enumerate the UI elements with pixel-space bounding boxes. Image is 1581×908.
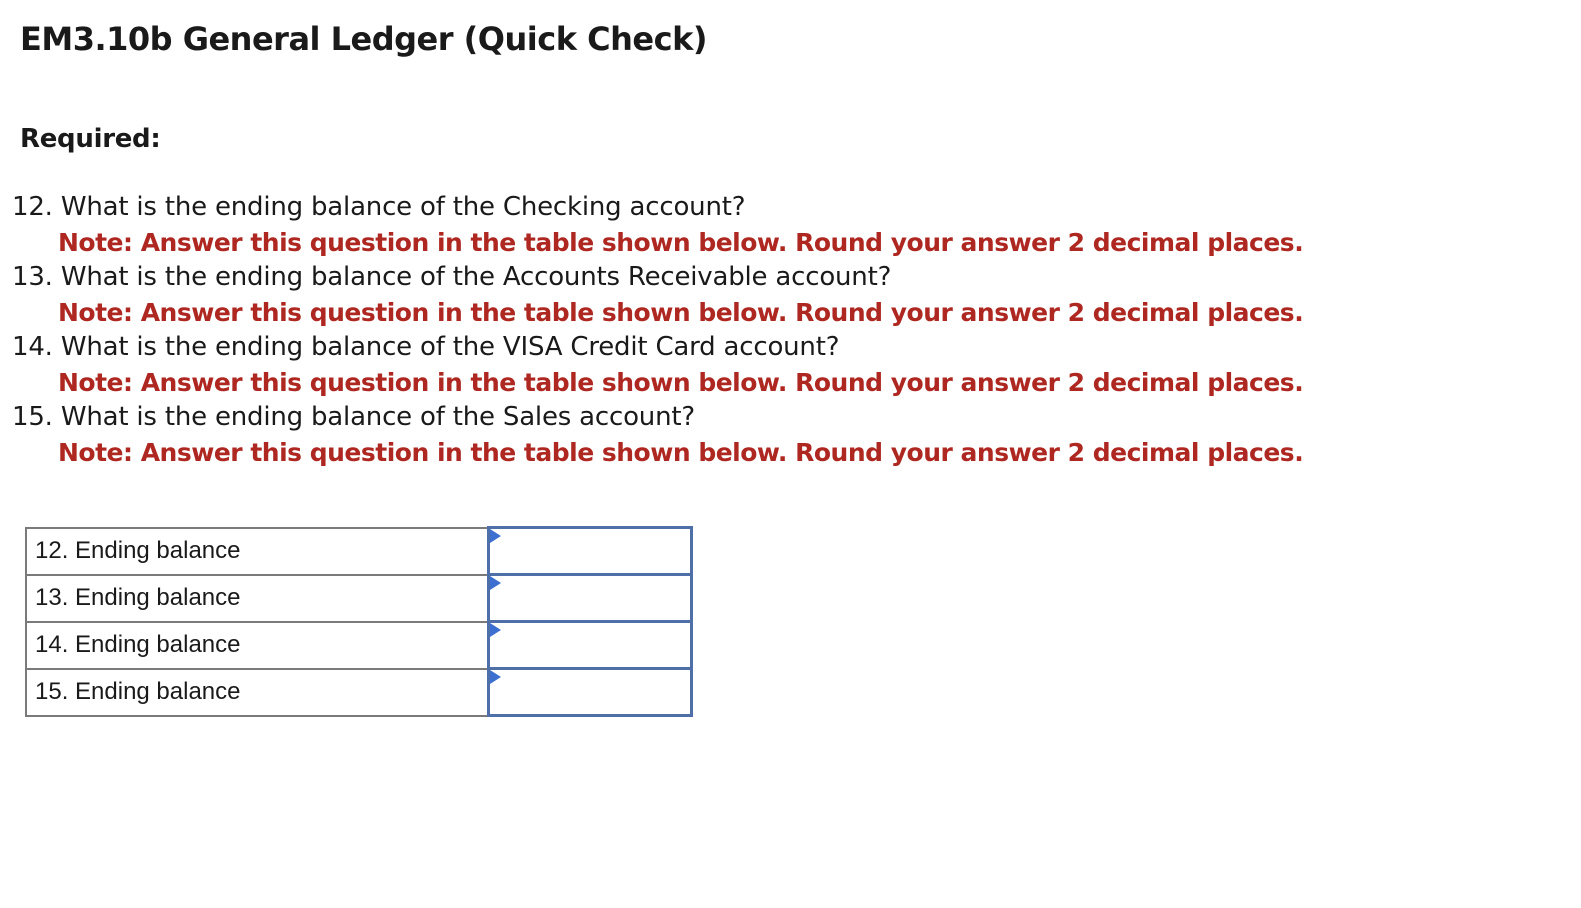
question-item bbox=[12, 400, 1303, 470]
ending-balance-cell-12[interactable] bbox=[489, 528, 692, 575]
question-item bbox=[12, 260, 1303, 330]
required-heading: Required: bbox=[20, 124, 161, 154]
question-note: Note: Answer this question in the table shown below. Round your answer 2 decimal places. bbox=[58, 368, 1304, 397]
ending-balance-input-14[interactable] bbox=[490, 623, 690, 667]
ending-balance-input-15[interactable] bbox=[490, 670, 690, 714]
ending-balance-label-13: 13. Ending balance bbox=[26, 575, 489, 622]
table-row bbox=[26, 622, 692, 669]
page-title: EM3.10b General Ledger (Quick Check) bbox=[20, 20, 707, 58]
question-note: Note: Answer this question in the table shown below. Round your answer 2 decimal places. bbox=[58, 298, 1304, 327]
ending-balance-input-12[interactable] bbox=[490, 529, 690, 573]
ending-balance-cell-15[interactable] bbox=[489, 669, 692, 716]
ending-balance-cell-14[interactable] bbox=[489, 622, 692, 669]
answer-table bbox=[25, 526, 693, 717]
ending-balance-label-12: 12. Ending balance bbox=[26, 528, 489, 575]
question-note: Note: Answer this question in the table shown below. Round your answer 2 decimal places. bbox=[58, 228, 1304, 257]
ending-balance-input-13[interactable] bbox=[490, 576, 690, 620]
question-item bbox=[12, 330, 1303, 400]
question-text: 13. What is the ending balance of the Accounts Receivable account? bbox=[12, 262, 892, 292]
question-text: 14. What is the ending balance of the VISA Credit Card account? bbox=[12, 332, 840, 362]
ending-balance-cell-13[interactable] bbox=[489, 575, 692, 622]
question-item bbox=[12, 190, 1303, 260]
ending-balance-label-14: 14. Ending balance bbox=[26, 622, 489, 669]
question-text: 12. What is the ending balance of the Checking account? bbox=[12, 192, 746, 222]
question-text: 15. What is the ending balance of the Sales account? bbox=[12, 402, 695, 432]
question-list bbox=[12, 190, 1303, 470]
table-row bbox=[26, 669, 692, 716]
question-note: Note: Answer this question in the table shown below. Round your answer 2 decimal places. bbox=[58, 438, 1304, 467]
table-row bbox=[26, 575, 692, 622]
ending-balance-label-15: 15. Ending balance bbox=[26, 669, 489, 716]
table-row bbox=[26, 528, 692, 575]
